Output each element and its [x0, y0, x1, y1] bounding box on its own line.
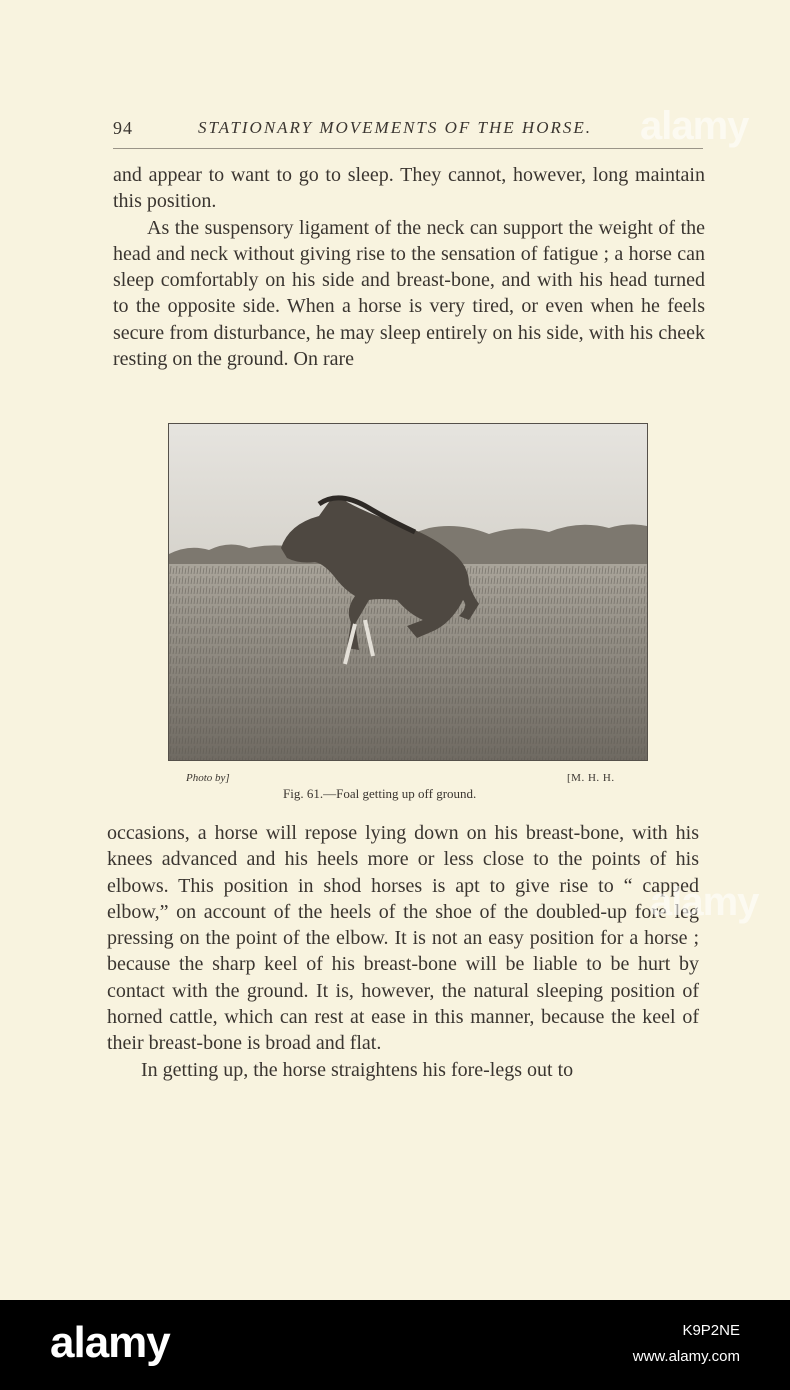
text-block-bottom — [107, 820, 699, 1083]
figure-photo — [168, 423, 648, 761]
alamy-url: www.alamy.com — [632, 1348, 740, 1365]
image-id: K9P2NE — [682, 1322, 740, 1339]
paragraph-4: In getting up, the horse straightens his fore-legs out to — [141, 1058, 574, 1081]
figure-caption: Fig. 61.—Foal getting up off ground. — [283, 786, 477, 801]
running-head: STATIONARY MOVEMENTS OF THE HORSE. — [198, 118, 592, 137]
photo-credit-left: Photo by] — [186, 772, 230, 784]
watermark-logo-top: alamy — [640, 104, 749, 148]
watermark-footer — [0, 1300, 790, 1390]
watermark-logo-mid: alamy — [650, 880, 759, 924]
paragraph-2: As the suspensory ligament of the neck can support the weight of the head and neck without giving rise to the sensation of fatigue ; a horse can sleep comfortably on his side and breast-bone, and with his head turned to the opposite side. When a horse is very tired, or even when he feels secure from disturbance, he may sleep entirely on his side, with his cheek resting on the ground. On rare — [113, 216, 705, 371]
foal-photo-image — [169, 424, 647, 760]
paragraph-3: occasions, a horse will repose lying down on his breast-bone, with his knees advanced and his heels more or less close to the points of his elbows. This position in shod horses is apt to give rise to “ capped elbow,” on account of the heels of the shoe of the doubled-up fore leg pressing on the point of the elbow. It is not an easy position for a horse ; because the sharp keel of his breast-bone will be liable to be hurt by contact with the ground. It is, however, the natural sleeping position of horned cattle, which can rest at ease in this manner, because the keel of their breast-bone is broad and flat. — [107, 822, 699, 1055]
page-header — [113, 118, 703, 149]
paragraph-1: and appear to want to go to sleep. They cannot, however, long maintain this position. — [113, 164, 705, 213]
alamy-logo: alamy — [50, 1318, 170, 1367]
page-number: 94 — [113, 118, 133, 138]
text-block-top — [113, 162, 705, 372]
photo-credit-right: [M. H. H. — [567, 772, 615, 784]
